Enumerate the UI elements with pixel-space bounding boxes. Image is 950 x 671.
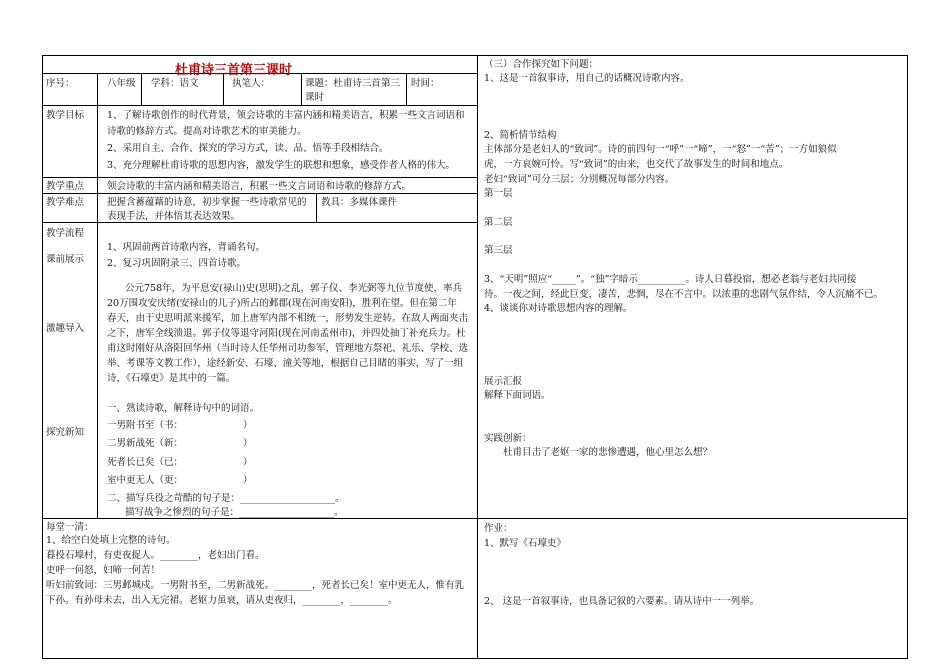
info-div-4 (406, 73, 407, 106)
intro-line: 甫这时刚好从洛阳回华州（当时诗人任华州司功参军，管理地方祭祀、礼乐、学校、选 (107, 343, 469, 354)
review-line: 1、巩固前两首诗歌内容，背诵名句。 (107, 242, 266, 253)
review-line: 2、复习巩固附录三、四首诗歌。 (107, 258, 247, 269)
practice-label: 实践创新： (484, 433, 532, 444)
layer-label: 第二层 (484, 217, 513, 228)
homework-q2: 2、 这是一首叙事诗，也具备记叙的六要素。请从诗中一一列举。 (484, 596, 760, 607)
seq-label: 序号： (46, 78, 75, 89)
question-2b: 描写战争之惨烈的句子是：____________________。 (125, 507, 344, 518)
topic-label: 课题：杜甫诗三首第三 (305, 78, 401, 89)
process-label: 教学流程 (46, 228, 85, 239)
frame-right (907, 55, 908, 659)
word-item: 死者长已矣（已： (107, 457, 184, 468)
daily-line: 听妇前致词：三男邺城戍。一男附书至，二男新战死。________，死者长已矣！室中更无人，惟有乳 (46, 580, 465, 591)
frame-top (42, 55, 908, 56)
difficulty-label: 教学难点 (46, 197, 85, 208)
intro-line: 公元758年，为平息安(禄山)史(思明)之乱，郭子仪、李光弼等九位节度使，率兵 (125, 283, 462, 294)
word-item: 二男新战死（新： (107, 438, 184, 449)
daily-head: 每堂一清： (46, 522, 94, 533)
grade-value: 八年级 (107, 78, 136, 89)
homework-q1: 1、默写《石壕吏》 (484, 538, 567, 549)
goals-line: 2、采用自主、合作、探究的学习方式，读、品、悟等手段相结合。 (107, 143, 389, 154)
intro-label: 激趣导入 (46, 323, 85, 334)
report-sub: 解释下面词语。 (484, 390, 551, 401)
goals-line: 诗歌的修辞方式。提高对诗歌艺术的审美能力。 (107, 126, 307, 137)
center-divider (477, 55, 478, 659)
info-div-1 (141, 73, 142, 106)
tools-text: 教具：多媒体课件 (321, 197, 398, 208)
difficulty-line: 表现手法，并体悟其表达效果。 (107, 211, 241, 222)
right-q4: 4、谈谈你对诗歌思想内容的理解。 (484, 303, 633, 314)
explore-head: 一、熟读诗歌，解释诗句中的词语。 (107, 403, 260, 414)
right-q3-cont: 待。一夜之间，经此巨变，凄苦，悲惆，尽在不言中。以浓重的悲剧气氛作结，令人沉痛不已。 (484, 289, 884, 300)
intro-line: 诗，《石壕吏》是其中的一篇。 (107, 373, 236, 384)
row-line-3 (42, 177, 478, 178)
frame-bottom (42, 658, 908, 659)
daily-line: 吏呼一何怒，妇啼一何苦！ (46, 565, 161, 576)
layer-label: 第一层 (484, 188, 513, 199)
intro-line: 春天，由于史思明派来援军，加上唐军内部不相统一，形势发生逆转。在敌人两面夹击 (107, 313, 469, 324)
right-q1: 1、这是一首叙事诗，用自己的话概况诗歌内容。 (484, 73, 690, 84)
info-div-3 (301, 73, 302, 106)
homework-head: 作业： (484, 523, 513, 534)
intro-line: 之下，唐军全线溃退。郭子仪等退守河阳(现在河南孟州市)，并四处抽丁补充兵力。杜 (107, 328, 466, 339)
time-label: 时间： (411, 78, 440, 89)
goals-label: 教学目标 (46, 110, 85, 121)
goals-line: 1、了解诗歌创作的时代背景，领会诗歌的丰富内涵和精美语言，积累一些文言词语和 (107, 110, 465, 121)
word-close: ） (243, 438, 253, 449)
right-q2: 2、简析情节结构 (484, 130, 557, 141)
practice-question: 杜甫目击了老妪一家的悲惨遭遇，他心里怎么想？ (503, 447, 713, 458)
row-line-2 (42, 105, 478, 106)
difficulty-line: 把握含蓄蕴藉的诗意，初步掌握一些诗歌常见的 (107, 197, 307, 208)
explore-label: 探究新知 (46, 427, 85, 438)
word-close: ） (243, 475, 253, 486)
right-q2-line: 主体部分是老妇人的“致词”。诗的前四句一“呼”一“啼”，一“怒”一“苦”；一方如狼似 (484, 144, 837, 155)
intro-line: 举、考课等文教工作），途经新安、石壕、潼关等地，根据自己目睹的事实，写了一组 (107, 358, 464, 369)
word-close: ） (243, 420, 253, 431)
right-q3: 3、“天明”照应“_____”。“独”字暗示__________。诗人日暮投宿，想必老翁与老妇共同接 (484, 274, 857, 285)
daily-line: 暮投石壕村，有吏夜捉人。________，老妇出门看。 (46, 550, 265, 561)
key-text: 领会诗歌的丰富内涵和精美语言，积累一些文言词语和诗歌的修辞方式。 (107, 181, 412, 192)
page-title: 杜甫诗三首第三课时 (175, 63, 293, 78)
key-label: 教学重点 (46, 181, 85, 192)
daily-line: 下孙。有孙母未去，出入无完裙。老妪力虽衰，请从吏夜归，________，________。 (46, 595, 398, 606)
word-item: 室中更无人（更： (107, 475, 184, 486)
layer-label: 第三层 (484, 245, 513, 256)
frame-left (42, 55, 43, 659)
subject-label: 学科：语文 (151, 78, 199, 89)
goals-line: 3、充分理解杜甫诗歌的思想内容，激发学生的联想和想象，感受作者人格的伟大。 (107, 160, 456, 171)
review-label: 课前展示 (46, 254, 85, 265)
topic-label-cont: 课时 (305, 92, 325, 103)
label-col-divider (97, 73, 98, 519)
daily-line: 1、给空白处填上完整的诗句。 (46, 535, 176, 546)
report-label: 展示汇报 (484, 376, 523, 387)
word-close: ） (243, 457, 253, 468)
author-label: 执笔人： (232, 78, 271, 89)
difficulty-divider (316, 193, 317, 223)
right-q2-line: 老妇“致词”可分三层；分别概况每部分内容。 (484, 174, 675, 185)
right-head: （三）合作探究如下问题： (484, 59, 599, 70)
intro-line: 20万围攻安庆绪(安禄山的儿子)所占的邺郡(现在河南安阳)，胜利在望。但在第二年 (107, 298, 457, 309)
question-2a: 二、描写兵役之苛酷的句子是：____________________。 (107, 493, 345, 504)
word-item: 一男附书至（书： (107, 420, 184, 431)
right-q2-line: 虎，一方哀婉可怜。写“致词”的由来，也交代了故事发生的时间和地点。 (484, 159, 789, 170)
